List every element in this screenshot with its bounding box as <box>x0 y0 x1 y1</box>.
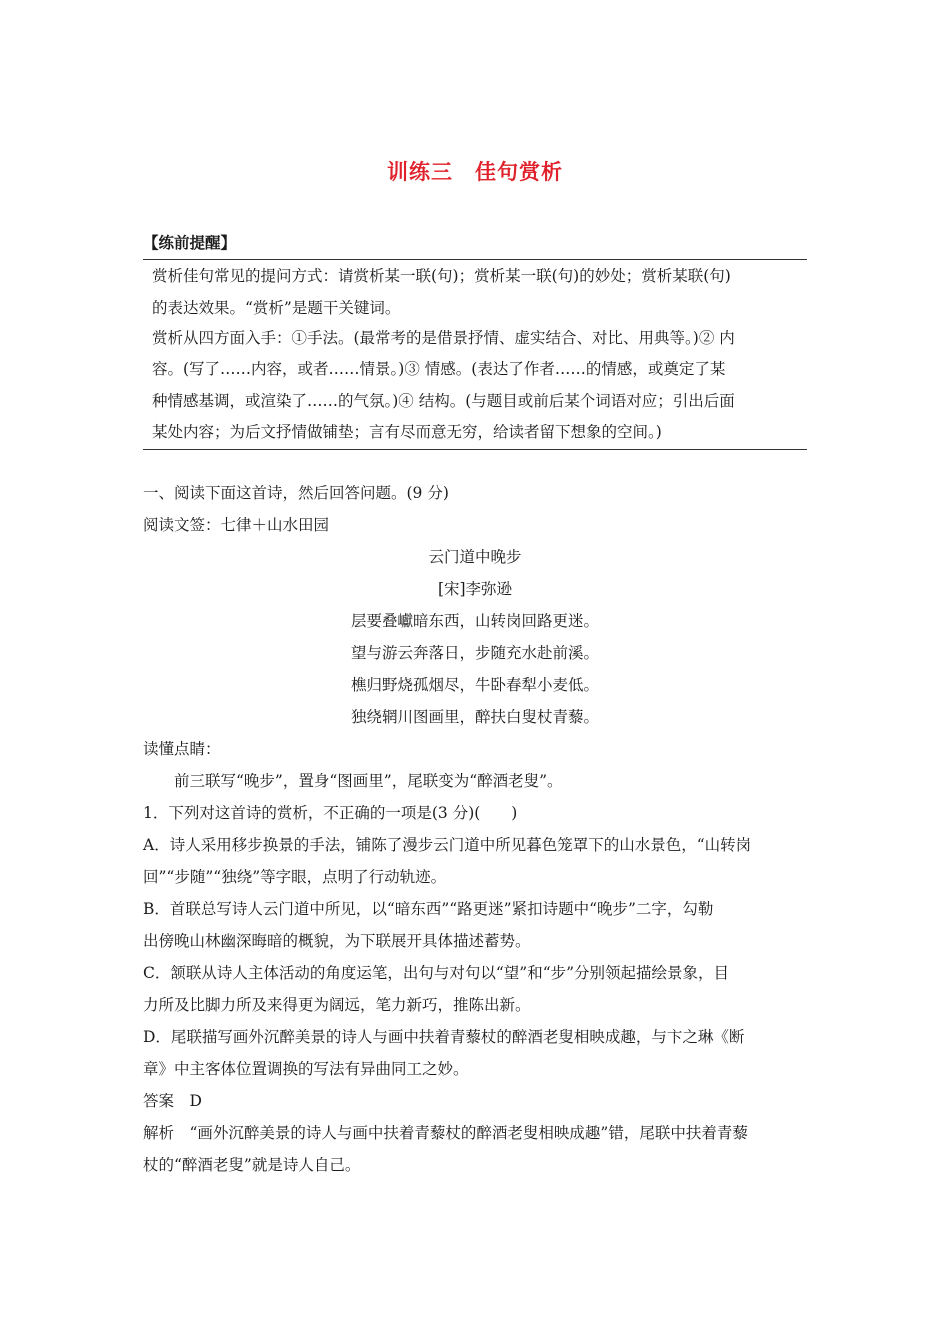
poem-line: 樵归野烧孤烟尽，牛卧春犁小麦低。 <box>350 676 599 694</box>
option-a: A．诗人采用移步换景的手法，铺陈了漫步云门道中所见暮色笼罩下的山水景色，“山转岗 <box>143 836 752 854</box>
tips-heading: 【练前提醒】 <box>143 234 237 252</box>
poem-line: 望与游云奔落日，步随充水赴前溪。 <box>350 644 599 662</box>
page-title: 训练三 佳句赏析 <box>387 160 563 184</box>
option-c: C．颔联从诗人主体活动的角度运笔，出句与对句以“望”和“步”分别领起描绘景象，目 <box>143 964 730 982</box>
section-tag: 阅读文签：七律＋山水田园 <box>143 516 330 534</box>
reading-text: 前三联写“晚步”，置身“图画里”，尾联变为“醉酒老叟”。 <box>174 772 563 790</box>
tips-line: 容。(写了……内容，或者……情景。)③ 情感。(表达了作者……的情感，或奠定了某 <box>152 360 726 378</box>
question-stem: 1．下列对这首诗的赏析，不正确的一项是(3 分)( ) <box>143 804 518 822</box>
option-a-cont: 回”“步随”“独绕”等字眼，点明了行动轨迹。 <box>143 868 447 886</box>
tips-line: 的表达效果。“赏析”是题干关键词。 <box>152 299 401 317</box>
section-intro: 一、阅读下面这首诗，然后回答问题。(9 分) <box>143 484 449 502</box>
option-d-cont: 章》中主客体位置调换的写法有异曲同工之妙。 <box>143 1060 469 1078</box>
tips-line: 种情感基调，或渲染了……的气氛。)④ 结构。(与题目或前后某个词语对应；引出后面 <box>152 392 735 410</box>
option-d: D．尾联描写画外沉醉美景的诗人与画中扶着青藜杖的醉酒老叟相映成趣，与卞之琳《断 <box>143 1028 745 1046</box>
analysis: 解析 “画外沉醉美景的诗人与画中扶着青藜杖的醉酒老叟相映成趣”错，尾联中扶着青藜 <box>143 1124 748 1142</box>
option-b-cont: 出傍晚山林幽深晦暗的概貌，为下联展开具体描述蓄势。 <box>143 932 531 950</box>
tips-box <box>143 259 807 450</box>
poem-title: 云门道中晚步 <box>428 548 522 566</box>
poem-line: 层要叠巘暗东西，山转岗回路更迷。 <box>350 612 599 630</box>
analysis-cont: 杖的“醉酒老叟”就是诗人自己。 <box>143 1156 361 1174</box>
poem-line: 独绕辋川图画里，醉扶白叟杖青藜。 <box>350 708 599 726</box>
tips-line: 赏析佳句常见的提问方式：请赏析某一联(句)；赏析某一联(句)的妙处；赏析某联(句) <box>152 267 731 285</box>
tips-line: 赏析从四方面入手：①手法。(最常考的是借景抒情、虚实结合、对比、用典等。)② 内 <box>152 329 735 347</box>
answer: 答案 D <box>143 1092 202 1110</box>
tips-line: 某处内容；为后文抒情做铺垫；言有尽而意无穷，给读者留下想象的空间。) <box>152 423 662 441</box>
option-c-cont: 力所及比脚力所及来得更为阔远，笔力新巧，推陈出新。 <box>143 996 531 1014</box>
option-b: B．首联总写诗人云门道中所见，以“暗东西”“路更迷”紧扣诗题中“晚步”二字，勾勒 <box>143 900 714 918</box>
reading-label: 读懂点睛： <box>143 740 221 758</box>
poem-author: [宋]李弥逊 <box>437 580 513 598</box>
